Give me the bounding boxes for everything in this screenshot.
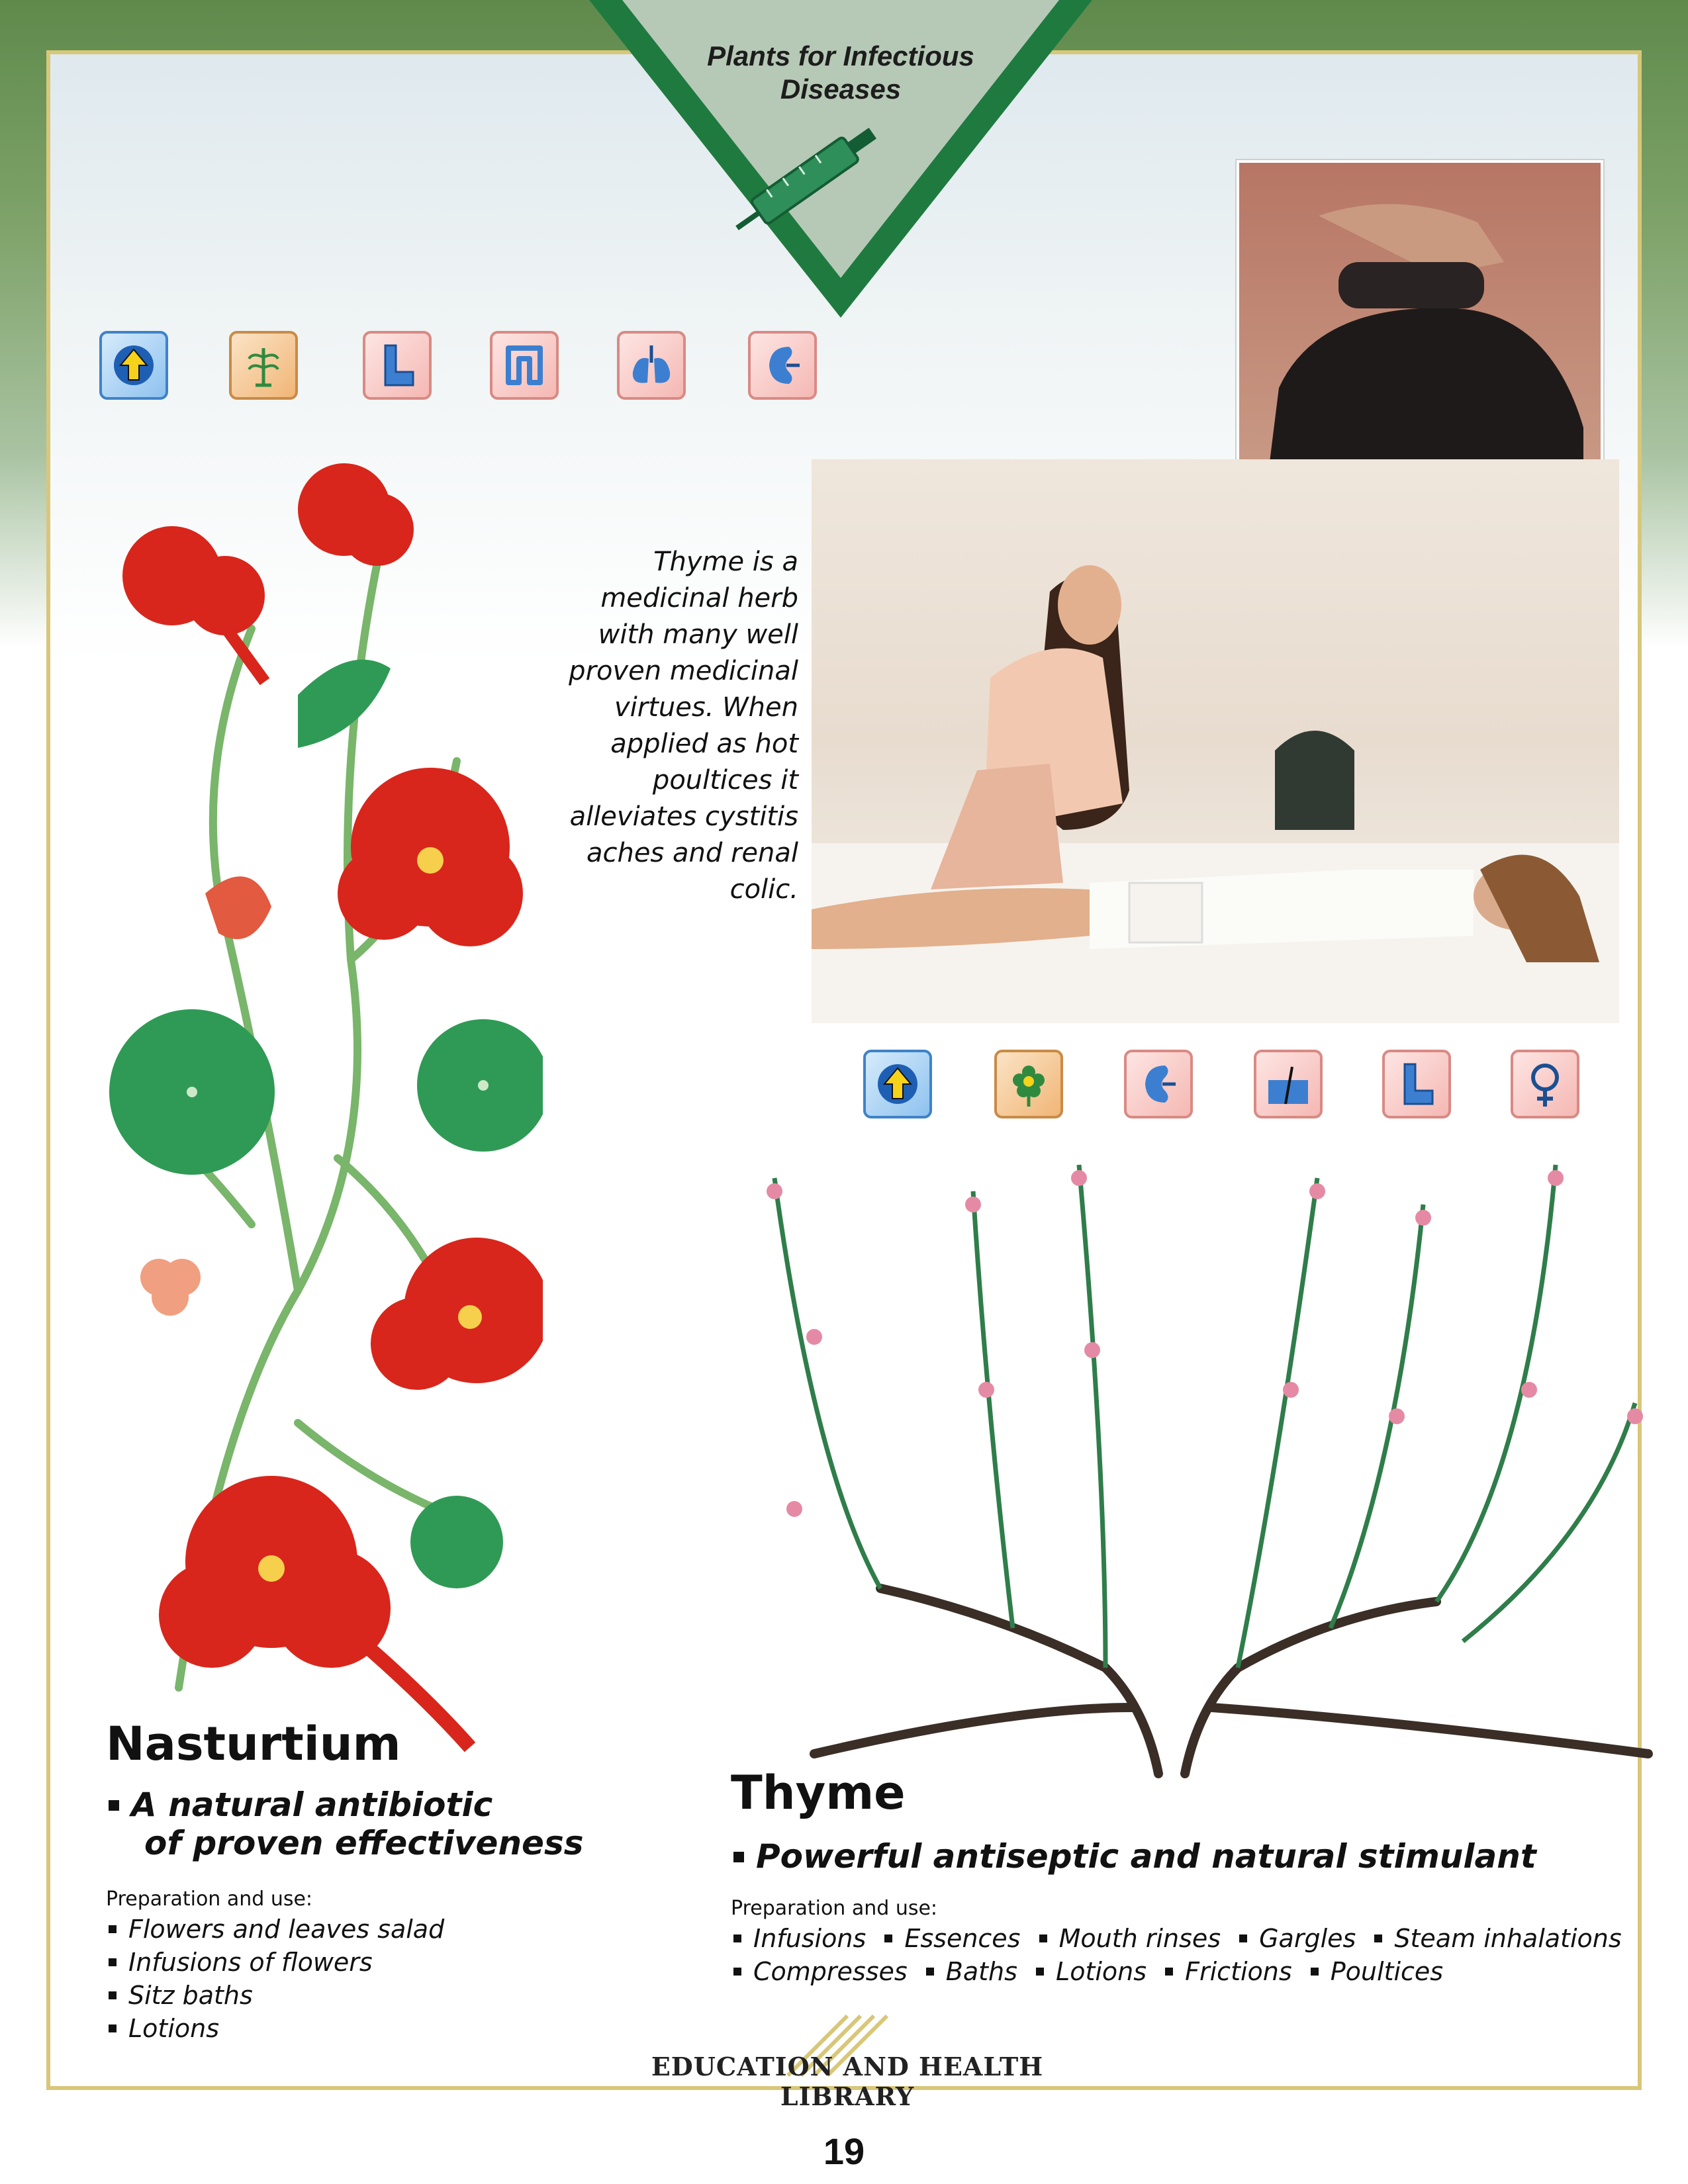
nasturtium-flower <box>122 526 265 682</box>
thyme-tagline: Powerful antiseptic and natural stimulant <box>731 1837 1536 1876</box>
immune-boost-icon <box>863 1050 932 1118</box>
section-title: Plants for Infectious Diseases <box>707 40 974 105</box>
thyme-uses-line-1: Infusions Essences Mouth rinses Gargles Steam inhalations <box>731 1922 1658 1955</box>
arm-icon <box>363 331 432 400</box>
female-icon <box>1511 1050 1579 1118</box>
flower-icon <box>994 1050 1063 1118</box>
thyme-illustration <box>735 1138 1668 1780</box>
nasturtium-leaf <box>410 1496 503 1588</box>
nasturtium-leaf <box>417 1019 543 1152</box>
herb-icon <box>229 331 298 400</box>
nasturtium-bud <box>205 876 271 939</box>
intestine-icon <box>490 331 559 400</box>
list-item: Lotions <box>106 2012 444 2045</box>
nasturtium-title: Nasturtium <box>106 1717 401 1771</box>
immune-boost-icon <box>99 331 168 400</box>
lungs-icon <box>617 331 686 400</box>
bullet-icon <box>109 1800 119 1811</box>
thyme-poultice-therapy-photo <box>812 459 1619 1023</box>
list-item: Infusions of flowers <box>106 1946 444 1979</box>
nasturtium-flower <box>371 1238 543 1390</box>
nasturtium-tagline: A natural antibiotic of proven effectiveness <box>106 1786 583 1862</box>
thyme-title: Thyme <box>731 1766 906 1820</box>
thyme-prep-label: Preparation and use: <box>731 1897 938 1920</box>
kidney-icon <box>748 331 817 400</box>
skin-icon <box>1254 1050 1323 1118</box>
bullet-icon <box>733 1852 744 1862</box>
nasturtium-flower <box>338 768 523 946</box>
nasturtium-flower <box>298 463 414 566</box>
thyme-photo-caption: Thyme is a medicinal herb with many well proven medicinal virtues. When applied as hot poultices it alleviates cystitis aches and renal colic. <box>569 547 798 905</box>
nasturtium-illustration <box>99 430 543 1787</box>
thyme-uses-list <box>731 1922 1658 1988</box>
nasturtium-leaf <box>109 1009 275 1175</box>
arm-icon <box>1382 1050 1451 1118</box>
list-item: Sitz baths <box>106 1979 444 2012</box>
list-item: Flowers and leaves salad <box>106 1913 444 1946</box>
nasturtium-prep-label: Preparation and use: <box>106 1888 313 1911</box>
page-number: 19 <box>823 2130 865 2172</box>
library-name: EDUCATION AND HEALTH LIBRARY <box>651 2052 1044 2111</box>
thyme-uses-line-2: Compresses Baths Lotions Frictions Poultices <box>731 1955 1658 1988</box>
nasturtium-uses-list <box>106 1913 444 2045</box>
nasturtium-seed-pod <box>140 1259 201 1316</box>
nasturtium-leaf <box>298 660 391 748</box>
kidney-icon <box>1124 1050 1193 1118</box>
